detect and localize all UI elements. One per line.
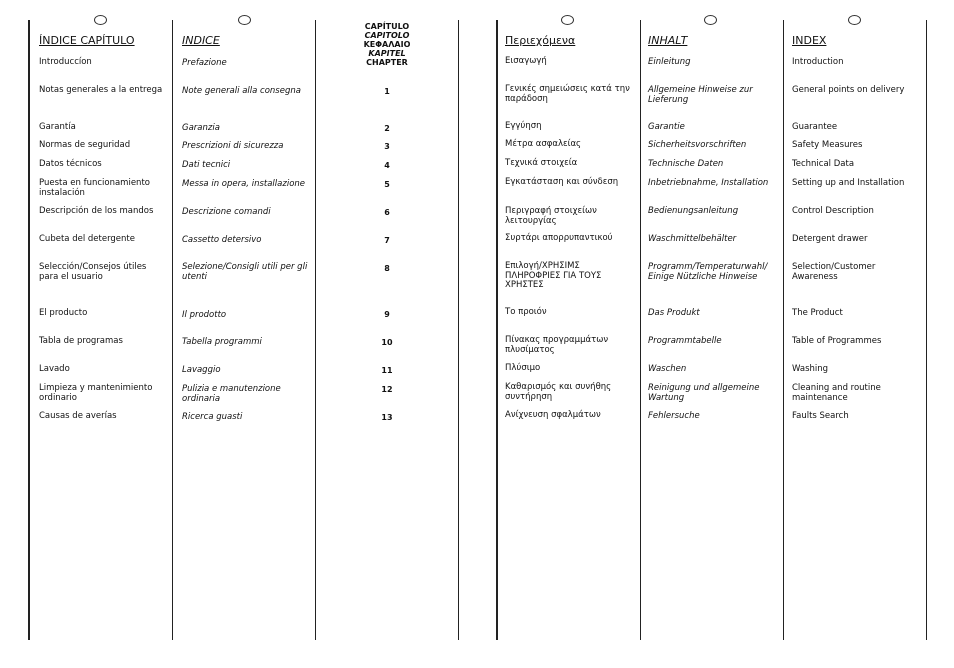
chapter-number: 1 xyxy=(384,87,390,96)
toc-entry-el: Συρτάρι απορρυπαντικού xyxy=(505,233,613,243)
toc-entry-en: General points on delivery xyxy=(792,85,905,95)
toc-entry-en: The Product xyxy=(792,308,843,318)
chapter-number: 3 xyxy=(384,142,390,151)
chapter-number: 6 xyxy=(384,208,390,217)
toc-entry-es: Normas de seguridad xyxy=(39,140,131,150)
toc-entry-es: El producto xyxy=(39,308,88,318)
toc-entry-en: Introduction xyxy=(792,57,844,67)
toc-entry-es: Cubeta del detergente xyxy=(39,234,135,244)
toc-entry-en: Safety Measures xyxy=(792,140,863,150)
header-spanish: ÍNDICE CAPÍTULO xyxy=(39,34,135,47)
column-divider xyxy=(458,20,459,640)
toc-entry-de: Bedienungsanleitung xyxy=(648,206,739,216)
chapter-number: 2 xyxy=(384,124,390,133)
toc-entry-de: Technische Daten xyxy=(648,159,724,169)
chapter-header-de: KAPITEL xyxy=(368,49,406,58)
toc-entry-it: Descrizione comandi xyxy=(182,207,271,217)
toc-entry-el: Ανίχνευση σφαλμάτων xyxy=(505,410,601,420)
toc-entry-es: Puesta en funcionamiento instalación xyxy=(39,178,150,198)
toc-entry-el: Μέτρα ασφαλείας xyxy=(505,139,582,149)
toc-entry-de: Waschmittelbehälter xyxy=(648,234,737,244)
column-divider xyxy=(640,20,641,640)
toc-entry-el: Περιγραφή στοιχείων λειτουργίας xyxy=(505,206,597,226)
toc-entry-en: Guarantee xyxy=(792,122,838,132)
toc-entry-it: Il prodotto xyxy=(182,310,227,320)
toc-entry-de: Sicherheitsvorschriften xyxy=(648,140,747,150)
toc-entry-el: Πίνακας προγραμμάτων πλυσίματος xyxy=(505,335,609,355)
toc-entry-en: Washing xyxy=(792,364,829,374)
toc-entry-de: Garantie xyxy=(648,122,685,132)
column-divider xyxy=(28,20,30,640)
toc-entry-es: Lavado xyxy=(39,364,70,374)
toc-entry-it: Pulizia e manutenzione ordinaria xyxy=(182,384,281,404)
toc-entry-de: Waschen xyxy=(648,364,687,374)
chapter-number: 9 xyxy=(384,310,390,319)
toc-entry-el: Πλύσιμο xyxy=(505,363,541,373)
header-english: INDEX xyxy=(792,34,827,47)
column-divider xyxy=(496,20,498,640)
chapter-number: 5 xyxy=(384,180,390,189)
chapter-number: 7 xyxy=(384,236,390,245)
toc-entry-el: Εγγύηση xyxy=(505,121,542,131)
column-divider xyxy=(783,20,784,640)
toc-entry-it: Lavaggio xyxy=(182,365,221,375)
header-italian: INDICE xyxy=(182,34,220,47)
toc-entry-el: Καθαρισμός και συνήθης συντήρηση xyxy=(505,382,612,402)
toc-entry-es: Tabla de programas xyxy=(39,336,123,346)
toc-entry-de: Programm/Temperaturwahl/ Einige Nützliche Hinweise xyxy=(648,262,768,282)
toc-entry-en: Cleaning and routine maintenance xyxy=(792,383,881,403)
toc-entry-de: Einleitung xyxy=(648,57,691,67)
toc-entry-en: Selection/Customer Awareness xyxy=(792,262,876,282)
toc-entry-de: Reinigung und allgemeine Wartung xyxy=(648,383,760,403)
chapter-number: 8 xyxy=(384,264,390,273)
toc-entry-it: Dati tecnici xyxy=(182,160,231,170)
toc-entry-es: Descripción de los mandos xyxy=(39,206,154,216)
toc-entry-es: Introduccíon xyxy=(39,57,92,67)
chapter-number: 4 xyxy=(384,161,390,170)
toc-entry-el: Εισαγωγή xyxy=(505,56,547,66)
chapter-number: 13 xyxy=(381,413,393,422)
chapter-header-el: ΚΕΦΑΛΑΙΟ xyxy=(363,40,411,49)
toc-entry-it: Selezione/Consigli utili per gli utenti xyxy=(182,262,308,282)
column-divider xyxy=(315,20,316,640)
toc-entry-el: Τεχνικά στοιχεία xyxy=(505,158,578,168)
chapter-number: 10 xyxy=(381,338,393,347)
header-greek: Περιεχόμενα xyxy=(505,34,576,47)
toc-entry-it: Cassetto detersivo xyxy=(182,235,262,245)
binder-hole-icon xyxy=(561,15,574,25)
toc-entry-en: Table of Programmes xyxy=(792,336,882,346)
binder-hole-icon xyxy=(238,15,251,25)
toc-entry-de: Das Produkt xyxy=(648,308,700,318)
toc-entry-it: Prefazione xyxy=(182,58,227,68)
toc-entry-it: Note generali alla consegna xyxy=(182,86,301,96)
toc-entry-el: Επιλογή/ΧΡΗΣΙΜΣ ΠΛΗΡΟΦΡΙΕΣ ΓΙΑ ΤΟΥΣ ΧΡΗΣΤΕΣ xyxy=(505,261,602,290)
binder-hole-icon xyxy=(94,15,107,25)
toc-entry-it: Messa in opera, installazione xyxy=(182,179,306,189)
toc-entry-es: Notas generales a la entrega xyxy=(39,85,163,95)
chapter-header xyxy=(327,22,447,67)
toc-entry-it: Tabella programmi xyxy=(182,337,262,347)
toc-entry-es: Causas de averías xyxy=(39,411,117,421)
toc-entry-de: Programmtabelle xyxy=(648,336,722,346)
toc-entry-it: Garanzia xyxy=(182,123,220,133)
toc-entry-en: Technical Data xyxy=(792,159,855,169)
chapter-number: 12 xyxy=(381,385,393,394)
chapter-header-it: CAPITOLO xyxy=(364,31,410,40)
toc-entry-it: Ricerca guasti xyxy=(182,412,243,422)
toc-entry-de: Allgemeine Hinweise zur Lieferung xyxy=(648,85,753,105)
toc-entry-en: Detergent drawer xyxy=(792,234,868,244)
toc-entry-de: Fehlersuche xyxy=(648,411,700,421)
toc-entry-el: Γενικές σημειώσεις κατά την παράδοση xyxy=(505,84,630,104)
toc-entry-en: Faults Search xyxy=(792,411,849,421)
column-divider xyxy=(172,20,173,640)
toc-entry-it: Prescrizioni di sicurezza xyxy=(182,141,284,151)
toc-entry-en: Setting up and Installation xyxy=(792,178,905,188)
toc-entry-en: Control Description xyxy=(792,206,874,216)
chapter-number: 11 xyxy=(381,366,393,375)
header-german: INHALT xyxy=(648,34,688,47)
chapter-header-es: CAPÍTULO xyxy=(364,22,410,31)
toc-entry-el: Το προιόν xyxy=(505,307,547,317)
binder-hole-icon xyxy=(704,15,717,25)
toc-entry-es: Datos técnicos xyxy=(39,159,102,169)
toc-entry-es: Limpieza y mantenimiento ordinario xyxy=(39,383,153,403)
toc-entry-es: Selección/Consejos útiles para el usuario xyxy=(39,262,147,282)
column-divider xyxy=(926,20,927,640)
binder-hole-icon xyxy=(848,15,861,25)
toc-entry-de: Inbetriebnahme, Installation xyxy=(648,178,769,188)
toc-entry-el: Εγκατάσταση και σύνδεση xyxy=(505,177,619,187)
toc-entry-es: Garantía xyxy=(39,122,76,132)
chapter-header-en: CHAPTER xyxy=(366,58,408,67)
